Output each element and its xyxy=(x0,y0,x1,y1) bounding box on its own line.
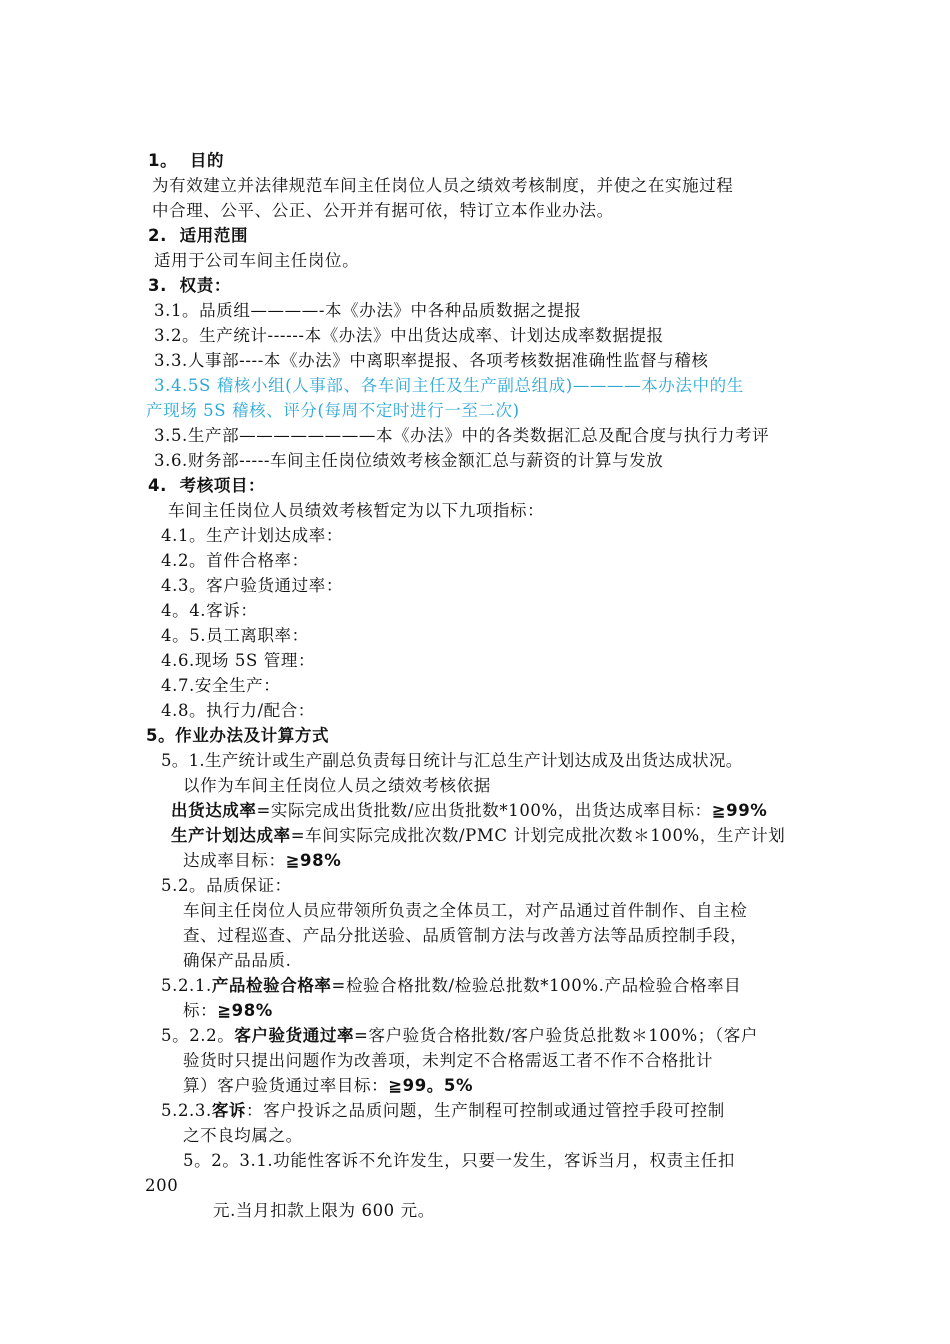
list-item: 3.3.人事部----本《办法》中离职率提报、各项考核数据准确性监督与稽核 xyxy=(154,351,709,370)
paragraph: 车间主任岗位人员绩效考核暂定为以下九项指标： xyxy=(168,501,545,520)
list-item: 3.1。品质组————-本《办法》中各种品质数据之提报 xyxy=(154,301,582,320)
formula-customer: 5。2.2。客户验货通过率=客户验货合格批数/客户验货总批数＊100%；（客户 xyxy=(161,1026,758,1045)
complaint-definition: 5.2.3.客诉：客户投诉之品质问题，生产制程可控制或通过管控手段可控制 xyxy=(161,1101,725,1120)
section-title: 适用范围 xyxy=(179,226,249,245)
paragraph: 5。1.生产统计或生产副总负责每日统计与汇总生产计划达成及出货达成状况。 xyxy=(161,751,743,770)
formula-label: 客诉 xyxy=(211,1101,247,1120)
formula-text: =检验合格批数/检验总批数*100%.产品检验合格率目 xyxy=(331,976,742,995)
list-item: 4。4.客诉： xyxy=(161,601,258,620)
formula-text: =实际完成出货批数/应出货批数*100%，出货达成率目标： xyxy=(256,801,712,820)
formula-target: ≧99% xyxy=(711,801,768,820)
formula-inspection: 5.2.1.产品检验合格率=检验合格批数/检验总批数*100%.产品检验合格率目 xyxy=(161,976,742,995)
section-4-heading xyxy=(148,474,265,498)
paragraph: 以作为车间主任岗位人员之绩效考核依据 xyxy=(183,776,491,795)
subsection-title: 5.2。品质保证： xyxy=(161,876,292,895)
formula-target: ≧99。5% xyxy=(388,1076,474,1095)
paragraph: 查、过程巡查、产品分批送验、品质管制方法与改善方法等品质控制手段， xyxy=(183,926,748,945)
list-item-highlight-cont: 产现场 5S 稽核、评分(每周不定时进行一至二次) xyxy=(146,401,520,420)
list-item: 3.2。生产统计------本《办法》中出货达成率、计划达成率数据提报 xyxy=(154,326,664,345)
section-number: 3. xyxy=(148,276,167,295)
list-item: 4.2。首件合格率： xyxy=(161,551,309,570)
formula-inspection-cont: 标：≧98% xyxy=(183,1001,273,1020)
formula-label: 客户验货通过率 xyxy=(234,1026,355,1045)
section-5-heading: 5。作业办法及计算方式 xyxy=(146,726,330,745)
formula-label: 生产计划达成率 xyxy=(171,826,291,845)
formula-target: ≧98% xyxy=(217,1001,273,1020)
section-1-heading xyxy=(148,149,224,173)
section-title: 考核项目： xyxy=(179,476,266,495)
formula-shipment xyxy=(171,799,767,823)
formula-target: ≧98% xyxy=(285,851,342,870)
paragraph: 适用于公司车间主任岗位。 xyxy=(154,251,360,270)
formula-label: 产品检验合格率 xyxy=(211,976,332,995)
paragraph: 确保产品品质. xyxy=(183,951,292,970)
section-title: 目的 xyxy=(189,151,225,170)
list-item: 3.6.财务部-----车间主任岗位绩效考核金额汇总与薪资的计算与发放 xyxy=(154,451,664,470)
formula-text: =客户验货合格批数/客户验货总批数＊100%；（客户 xyxy=(354,1026,758,1045)
paragraph: 为有效建立并法律规范车间主任岗位人员之绩效考核制度，并使之在实施过程 xyxy=(152,176,734,195)
paragraph: 中合理、公平、公正、公开并有据可依，特订立本作业办法。 xyxy=(152,201,614,220)
list-item: 4.3。客户验货通过率： xyxy=(161,576,343,595)
paragraph-number: 200 xyxy=(145,1176,179,1195)
section-title: 权责： xyxy=(179,276,231,295)
section-number: 1。 xyxy=(148,151,178,170)
list-item: 4.1。生产计划达成率： xyxy=(161,526,343,545)
section-2-heading xyxy=(148,224,248,248)
formula-label: 出货达成率 xyxy=(171,801,257,820)
list-item: 4.8。执行力/配合： xyxy=(161,701,315,720)
list-item: 4。5.员工离职率： xyxy=(161,626,309,645)
list-item: 3.5.生产部————————本《办法》中的各类数据汇总及配合度与执行力考评 xyxy=(154,426,770,445)
section-number: 4. xyxy=(148,476,167,495)
list-item: 4.6.现场 5S 管理： xyxy=(161,651,316,670)
formula-text: =车间实际完成批次数/PMC 计划完成批次数＊100%，生产计划 xyxy=(290,826,786,845)
paragraph: 之不良均属之。 xyxy=(183,1126,303,1145)
list-item-highlight: 3.4.5S 稽核小组(人事部、各车间主任及生产副总组成)————本办法中的生 xyxy=(154,376,744,395)
formula-production-cont: 达成率目标：≧98% xyxy=(183,851,342,870)
section-3-heading xyxy=(148,274,231,298)
paragraph: 5。2。3.1.功能性客诉不允许发生，只要一发生，客诉当月，权责主任扣 xyxy=(183,1151,735,1170)
paragraph: 元.当月扣款上限为 600 元。 xyxy=(213,1201,435,1220)
paragraph: 验货时只提出问题作为改善项，未判定不合格需返工者不作不合格批计 xyxy=(183,1051,714,1070)
paragraph: 车间主任岗位人员应带领所负责之全体员工，对产品通过首件制作、自主检 xyxy=(183,901,748,920)
formula-customer-cont: 算）客户验货通过率目标：≧99。5% xyxy=(183,1076,474,1095)
list-item: 4.7.安全生产： xyxy=(161,676,281,695)
formula-production xyxy=(171,824,785,848)
section-number: 2. xyxy=(148,226,167,245)
